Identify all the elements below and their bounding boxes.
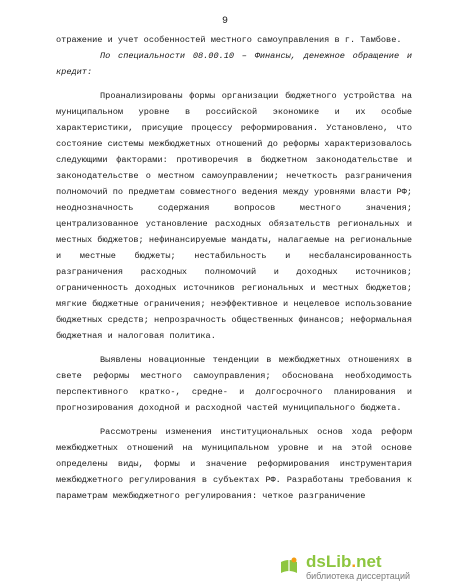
paragraph-intro-continuation: отражение и учет особенностей местного самоуправления в г. Тамбове. — [56, 35, 402, 45]
specialty-heading: По специальности 08.00.10 – Финансы, денежное обращение и кредит: — [56, 51, 412, 77]
watermark-brand: dsLib.net — [306, 552, 382, 571]
paragraph-institutional-changes: Рассмотрены изменения институциональных основ хода реформ межбюджетных отношений на муниципальном уровне и на этой основе определены виды, формы и значение реформирования инструментария межбюджетного регулирования в субъектах РФ. Разработаны требования к параметрам межбюджетного регулирования: четкое разграничение — [56, 427, 412, 501]
book-leaf-icon — [278, 556, 300, 578]
paragraph-budget-analysis: Проанализированы формы организации бюджетного устройства на муниципальном уровне в российской экономике и их особые характеристики, присущие процессу реформирования. Установлено, что состояние системы межбюджетных отношений до реформы характеризовалось следующими факторами: противоречия в бюджетном законодательстве и законодательстве о местном самоуправлении; нечеткость разграничения полномочий по предметам совместного ведения между уровнями власти РФ; неоднозначность содержания вопросов местного значения; централизованное установление расходных обязательств региональных и местных бюджетов; нефинансируемые мандаты, налагаемые на региональные и местные бюджеты; нестабильность и несбалансированность разграничения расходных полномочий и доходных источников; ограниченность доходных источников региональных и местных бюджетов; мягкие бюджетные ограничения; неэффективное и нецелевое использование бюджетных средств; непрозрачность общественных финансов; неформальная бюджетная и налоговая политика. — [56, 91, 412, 341]
watermark-subtitle: библиотека диссертаций — [306, 571, 411, 581]
paragraph-new-trends: Выявлены новационные тенденции в межбюджетных отношениях в свете реформы местного самоуправления; обоснована необходимость перспективного кратко-, средне- и долгосрочного планирования и прогнозирования доходной и расходной частей муниципального бюджета. — [56, 355, 412, 413]
dslib-watermark — [268, 552, 450, 582]
page-number: 9 — [221, 16, 228, 27]
body-text — [56, 32, 412, 504]
